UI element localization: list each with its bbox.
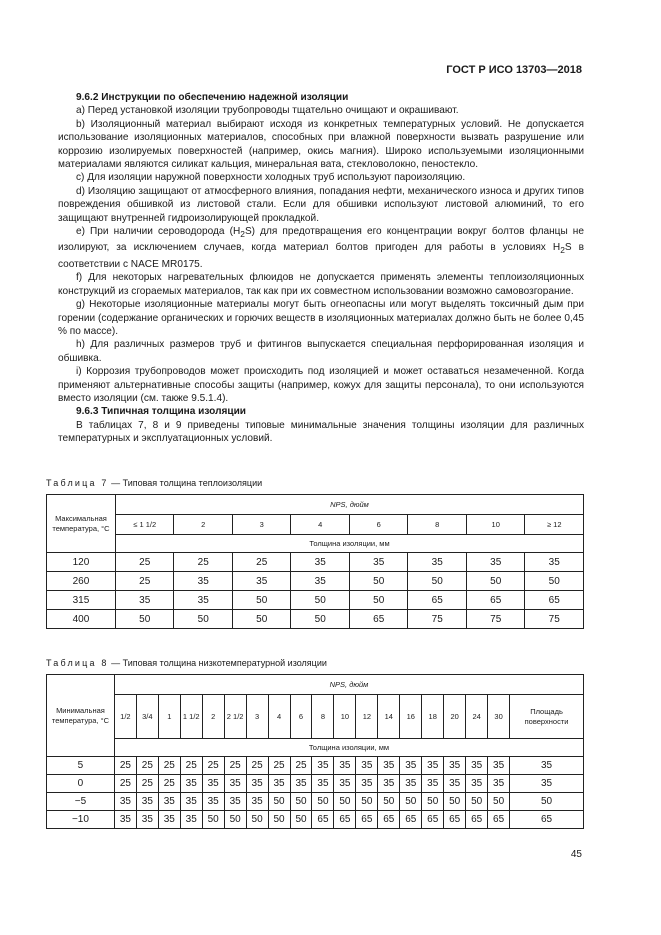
table8-caption-label: Таблица 8 (46, 658, 109, 668)
table8-nps-col-header: 2 (202, 695, 224, 739)
thickness-cell: 50 (115, 610, 174, 629)
body-text (58, 91, 584, 446)
thickness-cell: 50 (268, 811, 290, 829)
thickness-cell: 35 (202, 793, 224, 811)
thickness-cell: 50 (174, 610, 233, 629)
thickness-cell: 35 (232, 572, 291, 591)
thickness-cell: 50 (232, 591, 291, 610)
thickness-cell: 25 (268, 757, 290, 775)
table-8 (46, 674, 584, 829)
thickness-cell: 50 (334, 793, 356, 811)
thickness-cell: 50 (356, 793, 378, 811)
thickness-cell: 65 (349, 610, 408, 629)
thickness-cell: 50 (444, 793, 466, 811)
table8-nps-col-header: Площадь поверхности (510, 695, 584, 739)
paragraph-e-part2: S) для предотвращения его концентрации вокруг болтов фланцы не изолируют, за исключением случаев, когда материал болтов пригоден для работы в условиях H (58, 226, 584, 254)
table8-nps-col-header: 3 (246, 695, 268, 739)
paragraph-e-part1: е) При наличии сероводорода (H (76, 226, 241, 238)
thickness-cell: 35 (158, 811, 180, 829)
temperature-cell: 315 (47, 591, 116, 610)
table8-nps-col-header: 16 (400, 695, 422, 739)
thickness-cell: 35 (466, 757, 488, 775)
thickness-cell: 35 (246, 793, 268, 811)
table8-nps-col-header: 24 (466, 695, 488, 739)
thickness-cell: 35 (422, 775, 444, 793)
table-row (47, 775, 584, 793)
thickness-cell: 65 (422, 811, 444, 829)
thickness-cell: 65 (400, 811, 422, 829)
thickness-cell: 35 (114, 793, 136, 811)
thickness-cell: 65 (466, 591, 525, 610)
thickness-cell: 50 (290, 793, 312, 811)
thickness-cell: 35 (466, 553, 525, 572)
thickness-cell: 50 (422, 793, 444, 811)
thickness-cell: 25 (158, 757, 180, 775)
thickness-cell: 65 (356, 811, 378, 829)
thickness-cell: 50 (232, 610, 291, 629)
thickness-cell: 25 (290, 757, 312, 775)
paragraph-i: i) Коррозия трубопроводов может происходить под изоляцией и может оставаться незамеченной. Когда применяют альтернативные способы защиты (например, кожух для защиты персонала), то они используются вместо изоляции (см. также 9.5.1.4). (58, 366, 584, 404)
temperature-cell: 5 (47, 757, 115, 775)
thickness-cell: 35 (422, 757, 444, 775)
thickness-cell: 50 (349, 572, 408, 591)
thickness-cell: 35 (158, 793, 180, 811)
thickness-cell: 50 (488, 793, 510, 811)
thickness-cell: 50 (291, 610, 350, 629)
thickness-cell: 50 (224, 811, 246, 829)
table7-caption-label: Таблица 7 (46, 478, 109, 488)
thickness-cell: 25 (115, 572, 174, 591)
table8-nps-col-header: 30 (488, 695, 510, 739)
thickness-cell: 35 (510, 757, 584, 775)
thickness-cell: 35 (466, 775, 488, 793)
thickness-cell: 25 (202, 757, 224, 775)
thickness-cell: 35 (378, 775, 400, 793)
table8-nps-col-header: 10 (334, 695, 356, 739)
thickness-cell: 35 (488, 775, 510, 793)
thickness-cell: 50 (202, 811, 224, 829)
thickness-cell: 50 (408, 572, 467, 591)
table7-nps-col-header: ≤ 1 1/2 (115, 515, 174, 535)
table7-nps-col-header: 3 (232, 515, 291, 535)
table7-caption (46, 478, 262, 488)
thickness-cell: 35 (444, 775, 466, 793)
thickness-cell: 35 (136, 793, 158, 811)
page-number: 45 (570, 849, 582, 860)
table7-nps-col-header: 8 (408, 515, 467, 535)
thickness-cell: 35 (115, 591, 174, 610)
thickness-cell: 50 (291, 591, 350, 610)
paragraph-d: d) Изоляцию защищают от атмосферного влияния, попадания нефти, механического износа и других типов повреждения обшивкой из листовой стали. Если для обшивки используют листовой алюминий, то его защищают внутренней гидроизолирующей прокладкой. (58, 185, 584, 224)
table8-nps-col-header: 8 (312, 695, 334, 739)
section-9-6-3-title: 9.6.3 Типичная толщина изоляции (76, 406, 246, 418)
table7-nps-col-header: 2 (174, 515, 233, 535)
thickness-cell: 35 (224, 793, 246, 811)
paragraph-f: f) Для некоторых нагревательных флюидов не допускается применять элементы теплоизоляционных конструкций из сгораемых материалов, так как при их совместном использовании возможно самовозгорание. (58, 272, 584, 297)
thickness-cell: 25 (180, 757, 202, 775)
thickness-cell: 35 (180, 793, 202, 811)
thickness-cell: 50 (312, 793, 334, 811)
thickness-cell: 35 (174, 572, 233, 591)
table7-col0-header: Максимальная температура, °С (47, 495, 116, 553)
subscript-2: 2 (560, 245, 565, 256)
table7-nps-col-header: 6 (349, 515, 408, 535)
thickness-cell: 35 (268, 775, 290, 793)
thickness-cell: 25 (115, 553, 174, 572)
table8-caption (46, 658, 327, 668)
table8-thickness-header: Толщина изоляции, мм (114, 739, 583, 757)
thickness-cell: 35 (180, 811, 202, 829)
thickness-cell: 35 (312, 757, 334, 775)
thickness-cell: 35 (174, 591, 233, 610)
thickness-cell: 25 (136, 775, 158, 793)
thickness-cell: 35 (356, 775, 378, 793)
table-row (47, 591, 584, 610)
thickness-cell: 50 (466, 793, 488, 811)
paragraph-9-6-3: В таблицах 7, 8 и 9 приведены типовые минимальные значения толщины изоляции для различных температурных и эксплуатационных условий. (58, 419, 584, 445)
table8-nps-col-header: 1/2 (114, 695, 136, 739)
table-row (47, 793, 584, 811)
thickness-cell: 35 (291, 553, 350, 572)
thickness-cell: 35 (246, 775, 268, 793)
thickness-cell: 35 (136, 811, 158, 829)
table8-nps-col-header: 20 (444, 695, 466, 739)
thickness-cell: 35 (408, 553, 467, 572)
thickness-cell: 35 (114, 811, 136, 829)
temperature-cell: 0 (47, 775, 115, 793)
thickness-cell: 50 (466, 572, 525, 591)
thickness-cell: 75 (408, 610, 467, 629)
temperature-cell: 120 (47, 553, 116, 572)
table7-nps-col-header: 10 (466, 515, 525, 535)
paragraph-e-part3: S в соответствии с NACE MR0175. (58, 242, 585, 270)
document-id: ГОСТ Р ИСО 13703—2018 (446, 64, 582, 76)
thickness-cell: 35 (291, 572, 350, 591)
thickness-cell: 25 (114, 775, 136, 793)
thickness-cell: 35 (334, 757, 356, 775)
thickness-cell: 25 (232, 553, 291, 572)
table8-caption-text: — Типовая толщина низкотемпературной изоляции (108, 658, 327, 668)
thickness-cell: 65 (312, 811, 334, 829)
thickness-cell: 35 (334, 775, 356, 793)
thickness-cell: 35 (290, 775, 312, 793)
table-row (47, 553, 584, 572)
table-row (47, 572, 584, 591)
thickness-cell: 35 (312, 775, 334, 793)
table-row (47, 757, 584, 775)
table8-nps-col-header: 4 (268, 695, 290, 739)
temperature-cell: −10 (47, 811, 115, 829)
table8-col0-header: Минимальная температура, °С (47, 675, 115, 757)
thickness-cell: 50 (246, 811, 268, 829)
thickness-cell: 35 (400, 757, 422, 775)
thickness-cell: 65 (466, 811, 488, 829)
table7-nps-col-header: ≥ 12 (525, 515, 584, 535)
table8-nps-col-header: 1 (158, 695, 180, 739)
thickness-cell: 25 (158, 775, 180, 793)
thickness-cell: 35 (356, 757, 378, 775)
thickness-cell: 65 (510, 811, 584, 829)
thickness-cell: 25 (136, 757, 158, 775)
thickness-cell: 65 (334, 811, 356, 829)
table-7 (46, 494, 584, 629)
thickness-cell: 35 (510, 775, 584, 793)
table8-nps-col-header: 18 (422, 695, 444, 739)
table8-nps-col-header: 6 (290, 695, 312, 739)
section-9-6-2-title: 9.6.2 Инструкции по обеспечению надежной изоляции (76, 92, 349, 103)
paragraph-e (58, 225, 584, 271)
thickness-cell: 50 (378, 793, 400, 811)
thickness-cell: 35 (400, 775, 422, 793)
table7-nps-header: NPS, дюйм (115, 495, 583, 515)
thickness-cell: 50 (349, 591, 408, 610)
thickness-cell: 65 (408, 591, 467, 610)
paragraph-h: h) Для различных размеров труб и фитингов выпускается специальная перфорированная изоляция и обшивка. (58, 339, 584, 364)
thickness-cell: 35 (378, 757, 400, 775)
paragraph-b: b) Изоляционный материал выбирают исходя из конкретных температурных условий. Не допускается использование изоляционных материалов, способных при влажной поверхности вызвать разрушение или коррозию изолируемых поверхностей (например, окись магния). Широко используемыми изоляционными материалами являются силикат кальция, минеральная вата, стекловолокно, пеностекло. (58, 118, 584, 171)
table8-nps-col-header: 2 1/2 (224, 695, 246, 739)
thickness-cell: 35 (180, 775, 202, 793)
paragraph-g: g) Некоторые изоляционные материалы могут быть огнеопасны или могут выделять токсичный дым при горении (содержание органических и горючих веществ в изоляционных материалах должно быть не более 0,45 % по массе). (58, 299, 584, 337)
thickness-cell: 75 (525, 610, 584, 629)
paragraph-c: с) Для изоляции наружной поверхности холодных труб используют пароизоляцию. (76, 172, 466, 184)
thickness-cell: 35 (349, 553, 408, 572)
thickness-cell: 35 (444, 757, 466, 775)
thickness-cell: 65 (444, 811, 466, 829)
thickness-cell: 35 (224, 775, 246, 793)
table8-nps-col-header: 12 (356, 695, 378, 739)
paragraph-a: а) Перед установкой изоляции трубопроводы тщательно очищают и окрашивают. (76, 105, 459, 117)
thickness-cell: 65 (378, 811, 400, 829)
table7-caption-text: — Типовая толщина теплоизоляции (108, 478, 263, 488)
thickness-cell: 35 (202, 775, 224, 793)
thickness-cell: 25 (224, 757, 246, 775)
temperature-cell: 260 (47, 572, 116, 591)
thickness-cell: 50 (510, 793, 584, 811)
table7-thickness-header: Толщина изоляции, мм (115, 535, 583, 553)
thickness-cell: 25 (246, 757, 268, 775)
temperature-cell: 400 (47, 610, 116, 629)
thickness-cell: 75 (466, 610, 525, 629)
thickness-cell: 65 (525, 591, 584, 610)
thickness-cell: 35 (488, 757, 510, 775)
table8-nps-col-header: 14 (378, 695, 400, 739)
table7-nps-col-header: 4 (291, 515, 350, 535)
thickness-cell: 25 (174, 553, 233, 572)
thickness-cell: 50 (525, 572, 584, 591)
table8-nps-col-header: 3/4 (136, 695, 158, 739)
thickness-cell: 50 (268, 793, 290, 811)
thickness-cell: 50 (400, 793, 422, 811)
table-row (47, 811, 584, 829)
thickness-cell: 35 (525, 553, 584, 572)
thickness-cell: 25 (114, 757, 136, 775)
temperature-cell: −5 (47, 793, 115, 811)
table-row (47, 610, 584, 629)
table8-nps-header: NPS, дюйм (114, 675, 583, 695)
table8-nps-col-header: 1 1/2 (180, 695, 202, 739)
thickness-cell: 50 (290, 811, 312, 829)
thickness-cell: 65 (488, 811, 510, 829)
subscript-2: 2 (240, 229, 245, 240)
